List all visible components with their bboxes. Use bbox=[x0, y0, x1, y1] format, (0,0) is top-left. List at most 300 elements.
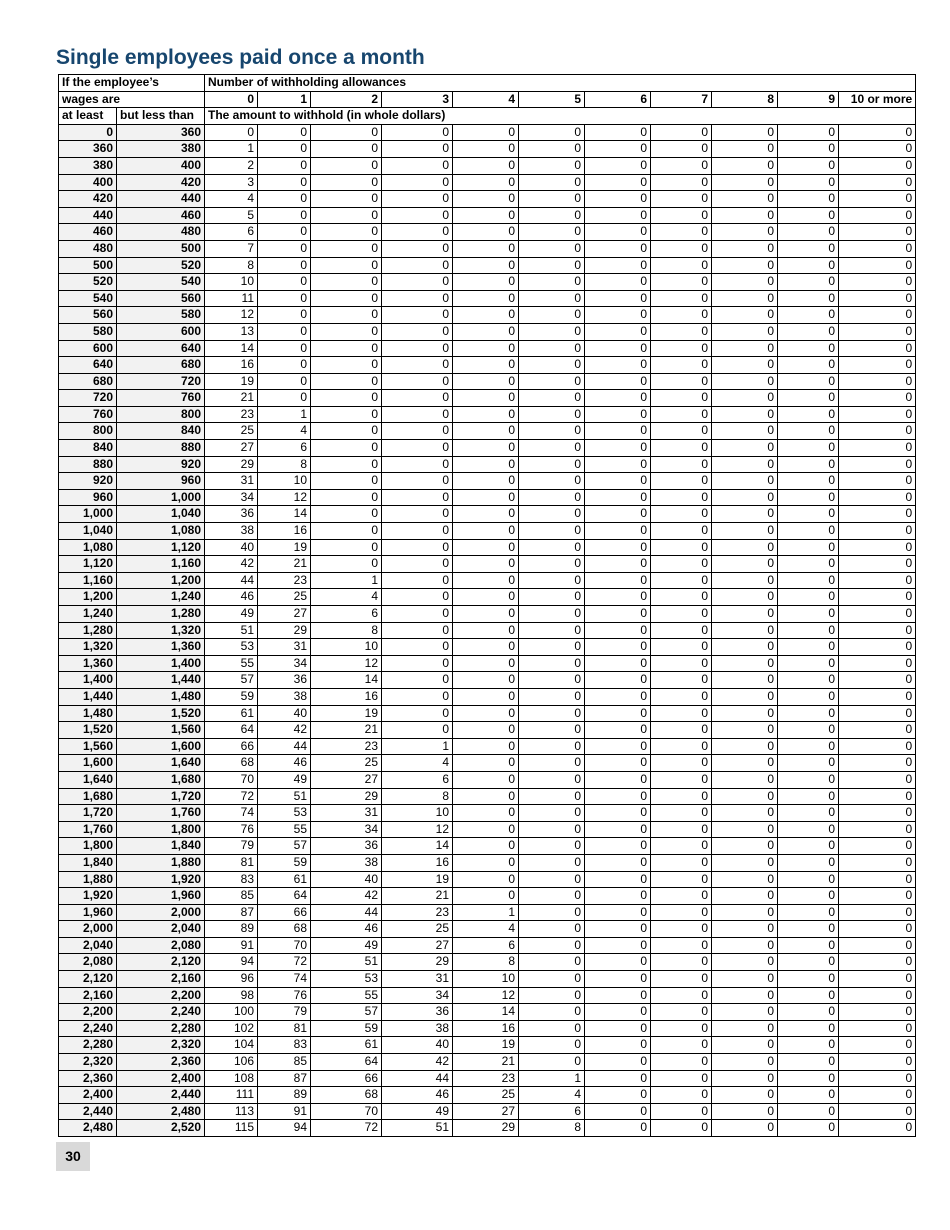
withholding-amount-cell: 0 bbox=[778, 390, 839, 407]
withholding-amount-cell: 2 bbox=[205, 157, 258, 174]
wage-at-least-cell: 0 bbox=[59, 124, 117, 141]
withholding-amount-cell: 0 bbox=[839, 722, 916, 739]
withholding-amount-cell: 21 bbox=[205, 390, 258, 407]
withholding-amount-cell: 8 bbox=[205, 257, 258, 274]
withholding-amount-cell: 0 bbox=[585, 124, 651, 141]
withholding-amount-cell: 0 bbox=[585, 423, 651, 440]
withholding-amount-cell: 0 bbox=[651, 556, 712, 573]
withholding-amount-cell: 0 bbox=[382, 240, 453, 257]
withholding-amount-cell: 85 bbox=[258, 1054, 311, 1071]
withholding-amount-cell: 0 bbox=[585, 722, 651, 739]
wage-at-least-cell: 1,320 bbox=[59, 639, 117, 656]
withholding-amount-cell: 0 bbox=[778, 738, 839, 755]
wage-at-least-cell: 840 bbox=[59, 440, 117, 457]
withholding-amount-cell: 0 bbox=[519, 1004, 585, 1021]
withholding-amount-cell: 51 bbox=[382, 1120, 453, 1137]
withholding-amount-cell: 0 bbox=[651, 871, 712, 888]
wage-less-than-cell: 760 bbox=[117, 390, 205, 407]
withholding-amount-cell: 64 bbox=[311, 1054, 382, 1071]
withholding-amount-cell: 0 bbox=[839, 705, 916, 722]
withholding-amount-cell: 0 bbox=[453, 722, 519, 739]
withholding-amount-cell: 0 bbox=[519, 290, 585, 307]
table-row bbox=[59, 290, 916, 307]
withholding-amount-cell: 0 bbox=[839, 1070, 916, 1087]
wage-less-than-cell: 1,560 bbox=[117, 722, 205, 739]
withholding-amount-cell: 61 bbox=[311, 1037, 382, 1054]
withholding-amount-cell: 0 bbox=[778, 257, 839, 274]
withholding-amount-cell: 0 bbox=[382, 688, 453, 705]
withholding-amount-cell: 57 bbox=[311, 1004, 382, 1021]
wage-at-least-cell: 2,120 bbox=[59, 971, 117, 988]
withholding-amount-cell: 0 bbox=[712, 871, 778, 888]
withholding-amount-cell: 0 bbox=[585, 987, 651, 1004]
withholding-amount-cell: 0 bbox=[712, 738, 778, 755]
wage-at-least-cell: 800 bbox=[59, 423, 117, 440]
withholding-amount-cell: 0 bbox=[382, 307, 453, 324]
withholding-amount-cell: 0 bbox=[712, 838, 778, 855]
wage-at-least-cell: 1,280 bbox=[59, 622, 117, 639]
withholding-amount-cell: 0 bbox=[453, 257, 519, 274]
withholding-amount-cell: 25 bbox=[382, 921, 453, 938]
withholding-amount-cell: 0 bbox=[712, 821, 778, 838]
withholding-amount-cell: 0 bbox=[839, 207, 916, 224]
withholding-amount-cell: 0 bbox=[778, 523, 839, 540]
withholding-amount-cell: 0 bbox=[712, 340, 778, 357]
withholding-amount-cell: 0 bbox=[839, 539, 916, 556]
withholding-amount-cell: 8 bbox=[519, 1120, 585, 1137]
withholding-amount-cell: 8 bbox=[311, 622, 382, 639]
withholding-amount-cell: 0 bbox=[712, 805, 778, 822]
withholding-amount-cell: 0 bbox=[585, 1054, 651, 1071]
withholding-amount-cell: 0 bbox=[311, 307, 382, 324]
wage-less-than-cell: 380 bbox=[117, 141, 205, 158]
withholding-amount-cell: 0 bbox=[519, 838, 585, 855]
withholding-amount-cell: 0 bbox=[453, 373, 519, 390]
withholding-amount-cell: 46 bbox=[382, 1087, 453, 1104]
withholding-amount-cell: 0 bbox=[585, 1087, 651, 1104]
withholding-amount-cell: 25 bbox=[205, 423, 258, 440]
wage-less-than-cell: 1,600 bbox=[117, 738, 205, 755]
withholding-amount-cell: 0 bbox=[585, 373, 651, 390]
withholding-amount-cell: 108 bbox=[205, 1070, 258, 1087]
wage-at-least-cell: 1,040 bbox=[59, 523, 117, 540]
withholding-amount-cell: 0 bbox=[839, 489, 916, 506]
withholding-amount-cell: 31 bbox=[311, 805, 382, 822]
withholding-amount-cell: 0 bbox=[519, 423, 585, 440]
withholding-amount-cell: 34 bbox=[311, 821, 382, 838]
table-row bbox=[59, 191, 916, 208]
wage-at-least-cell: 1,440 bbox=[59, 688, 117, 705]
withholding-amount-cell: 68 bbox=[258, 921, 311, 938]
withholding-amount-cell: 0 bbox=[519, 639, 585, 656]
withholding-amount-cell: 0 bbox=[778, 572, 839, 589]
withholding-amount-cell: 0 bbox=[839, 954, 916, 971]
withholding-amount-cell: 0 bbox=[519, 124, 585, 141]
withholding-amount-cell: 0 bbox=[712, 523, 778, 540]
withholding-amount-cell: 12 bbox=[382, 821, 453, 838]
withholding-amount-cell: 0 bbox=[712, 1020, 778, 1037]
withholding-amount-cell: 55 bbox=[205, 655, 258, 672]
table-row bbox=[59, 672, 916, 689]
withholding-amount-cell: 0 bbox=[453, 572, 519, 589]
withholding-amount-cell: 0 bbox=[839, 821, 916, 838]
withholding-amount-cell: 91 bbox=[205, 937, 258, 954]
table-row bbox=[59, 207, 916, 224]
withholding-amount-cell: 0 bbox=[712, 606, 778, 623]
withholding-amount-cell: 0 bbox=[839, 888, 916, 905]
withholding-amount-cell: 0 bbox=[839, 307, 916, 324]
withholding-amount-cell: 0 bbox=[778, 788, 839, 805]
withholding-amount-cell: 0 bbox=[585, 473, 651, 490]
table-row bbox=[59, 157, 916, 174]
withholding-amount-cell: 0 bbox=[453, 191, 519, 208]
table-row bbox=[59, 373, 916, 390]
withholding-amount-cell: 0 bbox=[453, 506, 519, 523]
withholding-amount-cell: 0 bbox=[839, 357, 916, 374]
withholding-amount-cell: 0 bbox=[453, 655, 519, 672]
withholding-amount-cell: 0 bbox=[585, 506, 651, 523]
withholding-amount-cell: 0 bbox=[585, 672, 651, 689]
withholding-amount-cell: 64 bbox=[205, 722, 258, 739]
withholding-amount-cell: 10 bbox=[205, 274, 258, 291]
table-row bbox=[59, 1004, 916, 1021]
withholding-amount-cell: 0 bbox=[839, 390, 916, 407]
withholding-amount-cell: 23 bbox=[205, 406, 258, 423]
withholding-amount-cell: 87 bbox=[258, 1070, 311, 1087]
withholding-amount-cell: 0 bbox=[778, 506, 839, 523]
withholding-amount-cell: 0 bbox=[839, 423, 916, 440]
withholding-amount-cell: 0 bbox=[839, 1037, 916, 1054]
withholding-amount-cell: 27 bbox=[258, 606, 311, 623]
wage-at-least-cell: 1,000 bbox=[59, 506, 117, 523]
withholding-amount-cell: 0 bbox=[519, 722, 585, 739]
wage-less-than-cell: 540 bbox=[117, 274, 205, 291]
withholding-amount-cell: 13 bbox=[205, 323, 258, 340]
wage-at-least-cell: 1,360 bbox=[59, 655, 117, 672]
withholding-amount-cell: 0 bbox=[453, 224, 519, 241]
withholding-amount-cell: 0 bbox=[778, 440, 839, 457]
withholding-amount-cell: 0 bbox=[839, 523, 916, 540]
withholding-amount-cell: 0 bbox=[585, 589, 651, 606]
withholding-amount-cell: 0 bbox=[585, 888, 651, 905]
withholding-amount-cell: 0 bbox=[651, 937, 712, 954]
withholding-amount-cell: 0 bbox=[712, 224, 778, 241]
withholding-amount-cell: 53 bbox=[311, 971, 382, 988]
withholding-amount-cell: 0 bbox=[585, 854, 651, 871]
withholding-amount-cell: 0 bbox=[311, 207, 382, 224]
withholding-amount-cell: 0 bbox=[712, 390, 778, 407]
table-row bbox=[59, 572, 916, 589]
withholding-amount-cell: 0 bbox=[651, 672, 712, 689]
withholding-amount-cell: 0 bbox=[382, 323, 453, 340]
withholding-amount-cell: 0 bbox=[839, 838, 916, 855]
at-least-label: at least bbox=[59, 108, 117, 125]
withholding-amount-cell: 66 bbox=[258, 904, 311, 921]
withholding-amount-cell: 0 bbox=[453, 854, 519, 871]
table-row bbox=[59, 1054, 916, 1071]
withholding-amount-cell: 0 bbox=[778, 655, 839, 672]
withholding-amount-cell: 0 bbox=[311, 290, 382, 307]
withholding-amount-cell: 0 bbox=[712, 207, 778, 224]
withholding-amount-cell: 0 bbox=[651, 456, 712, 473]
table-row bbox=[59, 589, 916, 606]
withholding-amount-cell: 0 bbox=[651, 904, 712, 921]
withholding-amount-cell: 0 bbox=[453, 440, 519, 457]
wage-at-least-cell: 880 bbox=[59, 456, 117, 473]
withholding-amount-cell: 0 bbox=[311, 489, 382, 506]
withholding-amount-cell: 0 bbox=[839, 406, 916, 423]
wage-at-least-cell: 580 bbox=[59, 323, 117, 340]
withholding-amount-cell: 0 bbox=[712, 174, 778, 191]
withholding-amount-cell: 0 bbox=[519, 971, 585, 988]
withholding-amount-cell: 0 bbox=[585, 738, 651, 755]
withholding-amount-cell: 0 bbox=[839, 1020, 916, 1037]
withholding-amount-cell: 0 bbox=[519, 589, 585, 606]
withholding-amount-cell: 0 bbox=[453, 688, 519, 705]
wage-at-least-cell: 1,920 bbox=[59, 888, 117, 905]
withholding-amount-cell: 0 bbox=[519, 1037, 585, 1054]
wage-at-least-cell: 560 bbox=[59, 307, 117, 324]
withholding-amount-cell: 0 bbox=[585, 523, 651, 540]
wage-less-than-cell: 480 bbox=[117, 224, 205, 241]
withholding-amount-cell: 0 bbox=[258, 390, 311, 407]
withholding-amount-cell: 76 bbox=[258, 987, 311, 1004]
withholding-amount-cell: 0 bbox=[839, 788, 916, 805]
withholding-amount-cell: 74 bbox=[258, 971, 311, 988]
table-row bbox=[59, 274, 916, 291]
withholding-amount-cell: 29 bbox=[382, 954, 453, 971]
withholding-amount-cell: 4 bbox=[258, 423, 311, 440]
withholding-amount-cell: 0 bbox=[382, 340, 453, 357]
withholding-amount-cell: 12 bbox=[453, 987, 519, 1004]
withholding-amount-cell: 7 bbox=[205, 240, 258, 257]
withholding-amount-cell: 0 bbox=[651, 174, 712, 191]
withholding-amount-cell: 0 bbox=[258, 224, 311, 241]
withholding-amount-cell: 0 bbox=[519, 705, 585, 722]
withholding-amount-cell: 0 bbox=[712, 722, 778, 739]
withholding-amount-cell: 0 bbox=[712, 191, 778, 208]
withholding-amount-cell: 0 bbox=[382, 373, 453, 390]
withholding-amount-cell: 0 bbox=[712, 473, 778, 490]
withholding-amount-cell: 49 bbox=[311, 937, 382, 954]
withholding-amount-cell: 0 bbox=[778, 556, 839, 573]
withholding-amount-cell: 0 bbox=[519, 357, 585, 374]
withholding-amount-cell: 38 bbox=[382, 1020, 453, 1037]
withholding-amount-cell: 19 bbox=[453, 1037, 519, 1054]
withholding-amount-cell: 0 bbox=[651, 954, 712, 971]
withholding-amount-cell: 0 bbox=[651, 489, 712, 506]
withholding-amount-cell: 31 bbox=[258, 639, 311, 656]
wage-less-than-cell: 720 bbox=[117, 373, 205, 390]
withholding-amount-cell: 0 bbox=[453, 523, 519, 540]
withholding-amount-cell: 0 bbox=[712, 440, 778, 457]
withholding-amount-cell: 25 bbox=[258, 589, 311, 606]
withholding-amount-cell: 0 bbox=[651, 589, 712, 606]
table-row bbox=[59, 440, 916, 457]
wage-at-least-cell: 1,200 bbox=[59, 589, 117, 606]
withholding-amount-cell: 0 bbox=[258, 357, 311, 374]
wage-at-least-cell: 1,600 bbox=[59, 755, 117, 772]
withholding-amount-cell: 0 bbox=[382, 406, 453, 423]
withholding-amount-cell: 70 bbox=[258, 937, 311, 954]
wage-at-least-cell: 1,720 bbox=[59, 805, 117, 822]
wage-at-least-cell: 1,760 bbox=[59, 821, 117, 838]
wage-at-least-cell: 2,240 bbox=[59, 1020, 117, 1037]
withholding-amount-cell: 0 bbox=[778, 373, 839, 390]
withholding-amount-cell: 61 bbox=[258, 871, 311, 888]
withholding-amount-cell: 0 bbox=[651, 1054, 712, 1071]
withholding-amount-cell: 1 bbox=[258, 406, 311, 423]
table-row bbox=[59, 323, 916, 340]
withholding-amount-cell: 0 bbox=[712, 257, 778, 274]
withholding-amount-cell: 0 bbox=[258, 290, 311, 307]
withholding-amount-cell: 0 bbox=[778, 174, 839, 191]
withholding-amount-cell: 0 bbox=[651, 821, 712, 838]
table-row bbox=[59, 954, 916, 971]
withholding-amount-cell: 0 bbox=[585, 639, 651, 656]
withholding-amount-cell: 0 bbox=[311, 539, 382, 556]
withholding-amount-cell: 12 bbox=[205, 307, 258, 324]
withholding-amount-cell: 0 bbox=[778, 489, 839, 506]
withholding-amount-cell: 0 bbox=[311, 191, 382, 208]
withholding-amount-cell: 4 bbox=[311, 589, 382, 606]
withholding-amount-cell: 0 bbox=[585, 606, 651, 623]
withholding-amount-cell: 0 bbox=[778, 274, 839, 291]
withholding-amount-cell: 0 bbox=[585, 307, 651, 324]
withholding-amount-cell: 0 bbox=[778, 124, 839, 141]
withholding-amount-cell: 0 bbox=[585, 357, 651, 374]
wage-less-than-cell: 1,680 bbox=[117, 771, 205, 788]
withholding-amount-cell: 85 bbox=[205, 888, 258, 905]
withholding-amount-cell: 0 bbox=[839, 556, 916, 573]
wage-less-than-cell: 520 bbox=[117, 257, 205, 274]
withholding-amount-cell: 8 bbox=[382, 788, 453, 805]
withholding-amount-cell: 0 bbox=[311, 506, 382, 523]
withholding-amount-cell: 0 bbox=[519, 406, 585, 423]
table-row bbox=[59, 1087, 916, 1104]
page-number: 30 bbox=[56, 1142, 90, 1171]
withholding-amount-cell: 0 bbox=[712, 854, 778, 871]
withholding-amount-cell: 0 bbox=[778, 888, 839, 905]
withholding-amount-cell: 53 bbox=[205, 639, 258, 656]
withholding-amount-cell: 0 bbox=[778, 1054, 839, 1071]
withholding-amount-cell: 0 bbox=[778, 937, 839, 954]
table-row bbox=[59, 821, 916, 838]
withholding-amount-cell: 10 bbox=[453, 971, 519, 988]
wage-less-than-cell: 500 bbox=[117, 240, 205, 257]
withholding-amount-cell: 0 bbox=[585, 390, 651, 407]
withholding-amount-cell: 29 bbox=[311, 788, 382, 805]
withholding-amount-cell: 0 bbox=[585, 622, 651, 639]
wage-less-than-cell: 1,760 bbox=[117, 805, 205, 822]
withholding-amount-cell: 0 bbox=[258, 340, 311, 357]
withholding-amount-cell: 16 bbox=[258, 523, 311, 540]
withholding-amount-cell: 0 bbox=[382, 423, 453, 440]
withholding-amount-cell: 0 bbox=[453, 157, 519, 174]
withholding-amount-cell: 0 bbox=[839, 191, 916, 208]
withholding-amount-cell: 0 bbox=[712, 771, 778, 788]
wage-less-than-cell: 1,960 bbox=[117, 888, 205, 905]
withholding-amount-cell: 0 bbox=[712, 971, 778, 988]
withholding-amount-cell: 0 bbox=[453, 738, 519, 755]
withholding-amount-cell: 0 bbox=[519, 141, 585, 158]
withholding-amount-cell: 36 bbox=[258, 672, 311, 689]
wage-less-than-cell: 2,120 bbox=[117, 954, 205, 971]
withholding-amount-cell: 1 bbox=[311, 572, 382, 589]
withholding-amount-cell: 0 bbox=[712, 506, 778, 523]
withholding-amount-cell: 0 bbox=[651, 406, 712, 423]
withholding-amount-cell: 0 bbox=[651, 1087, 712, 1104]
header-row-numbers bbox=[59, 91, 916, 108]
wage-at-least-cell: 2,040 bbox=[59, 937, 117, 954]
withholding-amount-cell: 0 bbox=[311, 373, 382, 390]
table-row bbox=[59, 921, 916, 938]
table-row bbox=[59, 1120, 916, 1137]
withholding-amount-cell: 0 bbox=[519, 788, 585, 805]
withholding-amount-cell: 0 bbox=[839, 805, 916, 822]
withholding-amount-cell: 0 bbox=[453, 556, 519, 573]
wage-at-least-cell: 540 bbox=[59, 290, 117, 307]
withholding-amount-cell: 0 bbox=[519, 157, 585, 174]
withholding-amount-cell: 0 bbox=[453, 207, 519, 224]
wage-at-least-cell: 1,120 bbox=[59, 556, 117, 573]
withholding-amount-cell: 104 bbox=[205, 1037, 258, 1054]
withholding-amount-cell: 87 bbox=[205, 904, 258, 921]
withholding-amount-cell: 0 bbox=[382, 705, 453, 722]
withholding-amount-cell: 0 bbox=[453, 871, 519, 888]
withholding-amount-cell: 0 bbox=[839, 921, 916, 938]
withholding-amount-cell: 0 bbox=[585, 274, 651, 291]
withholding-amount-cell: 0 bbox=[453, 323, 519, 340]
withholding-amount-cell: 0 bbox=[712, 589, 778, 606]
withholding-amount-cell: 6 bbox=[453, 937, 519, 954]
wage-at-least-cell: 1,560 bbox=[59, 738, 117, 755]
withholding-amount-cell: 0 bbox=[453, 539, 519, 556]
table-row bbox=[59, 904, 916, 921]
withholding-amount-cell: 0 bbox=[778, 1004, 839, 1021]
withholding-amount-cell: 0 bbox=[651, 805, 712, 822]
table-row bbox=[59, 888, 916, 905]
withholding-amount-cell: 0 bbox=[778, 1020, 839, 1037]
withholding-amount-cell: 0 bbox=[519, 224, 585, 241]
withholding-amount-cell: 0 bbox=[839, 323, 916, 340]
withholding-amount-cell: 66 bbox=[205, 738, 258, 755]
withholding-amount-cell: 0 bbox=[453, 274, 519, 291]
withholding-amount-cell: 6 bbox=[382, 771, 453, 788]
table-row bbox=[59, 556, 916, 573]
withholding-amount-cell: 23 bbox=[311, 738, 382, 755]
wage-less-than-cell: 1,200 bbox=[117, 572, 205, 589]
withholding-amount-cell: 0 bbox=[453, 888, 519, 905]
withholding-amount-cell: 0 bbox=[839, 738, 916, 755]
withholding-amount-cell: 0 bbox=[839, 854, 916, 871]
withholding-amount-cell: 0 bbox=[519, 821, 585, 838]
withholding-amount-cell: 0 bbox=[453, 838, 519, 855]
wage-at-least-cell: 500 bbox=[59, 257, 117, 274]
withholding-amount-cell: 36 bbox=[311, 838, 382, 855]
withholding-amount-cell: 0 bbox=[651, 572, 712, 589]
table-row bbox=[59, 722, 916, 739]
withholding-amount-cell: 0 bbox=[839, 141, 916, 158]
withholding-amount-cell: 100 bbox=[205, 1004, 258, 1021]
withholding-amount-cell: 94 bbox=[205, 954, 258, 971]
withholding-amount-cell: 0 bbox=[778, 838, 839, 855]
withholding-amount-cell: 115 bbox=[205, 1120, 258, 1137]
withholding-amount-cell: 1 bbox=[519, 1070, 585, 1087]
withholding-amount-cell: 0 bbox=[839, 340, 916, 357]
withholding-amount-cell: 0 bbox=[453, 788, 519, 805]
withholding-amount-cell: 0 bbox=[651, 307, 712, 324]
